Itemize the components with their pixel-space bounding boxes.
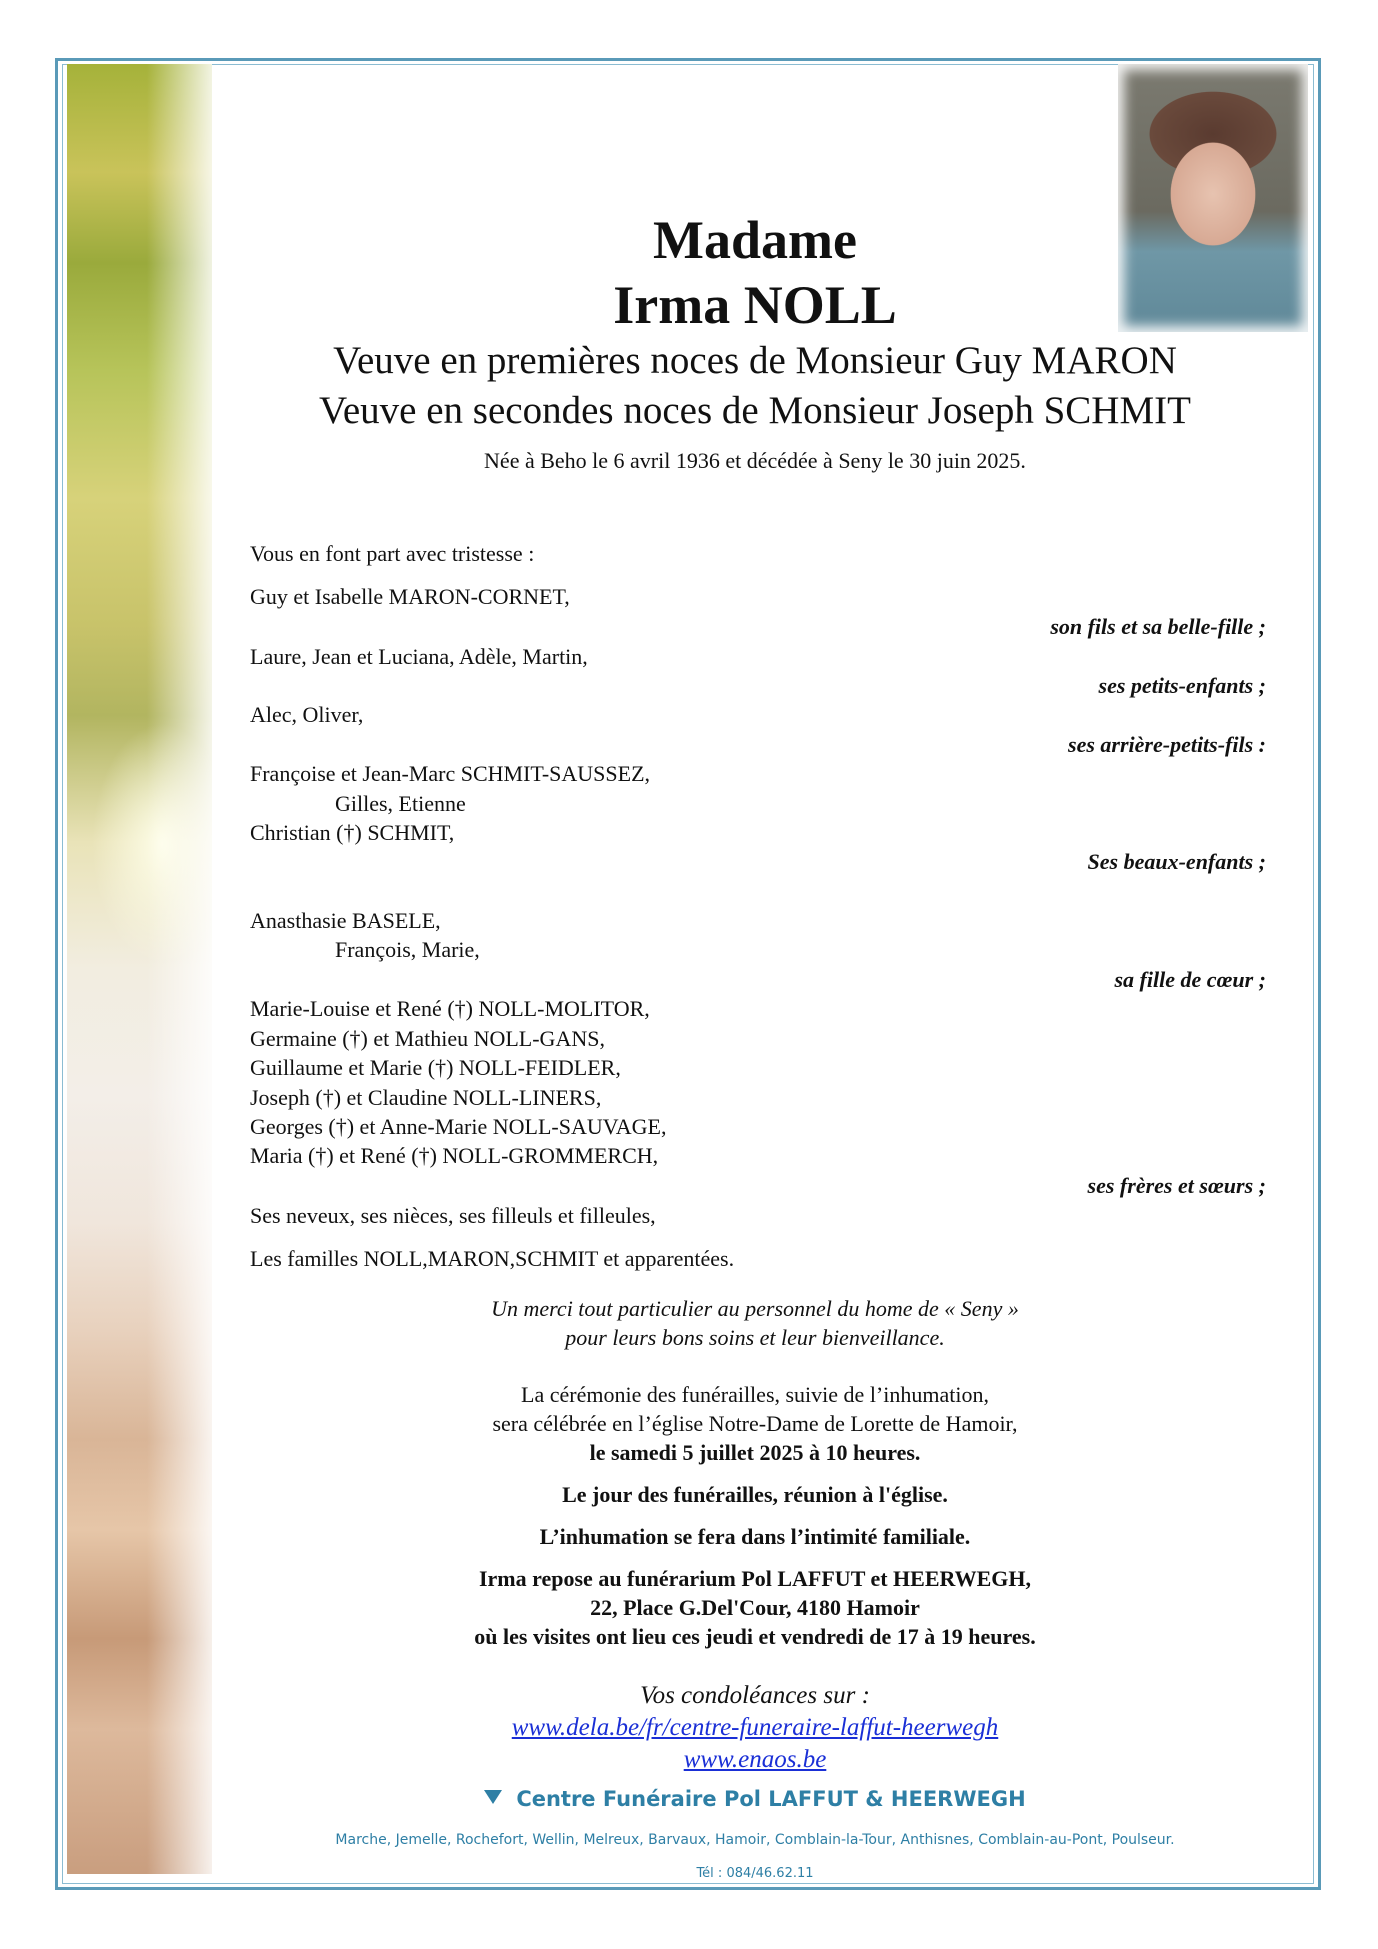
family-families: Les familles NOLL,MARON,SCHMIT et apparentées.	[250, 1246, 735, 1271]
ceremony-date: le samedi 5 juillet 2025 à 10 heures.	[589, 1440, 921, 1465]
thanks-line-2: pour leurs bons soins et leur bienveillance.	[565, 1325, 945, 1350]
sibling-line: Germaine (†) et Mathieu NOLL-GANS,	[250, 1026, 605, 1051]
funeral-center-name	[250, 1785, 1260, 1813]
family-francoise: Françoise et Jean-Marc SCHMIT-SAUSSEZ,	[250, 761, 651, 786]
relation-grandchildren: ses petits-enfants ;	[1098, 673, 1266, 698]
phone-number: Tél : 084/46.62.11	[696, 1866, 814, 1881]
visit-hours: où les visites ont lieu ces jeudi et vendredi de 17 à 19 heures.	[474, 1624, 1036, 1649]
family-son: Guy et Isabelle MARON-CORNET,	[250, 584, 570, 609]
funerarium-address: 22, Place G.Del'Cour, 4180 Hamoir	[590, 1595, 920, 1620]
family-nephews: Ses neveux, ses nièces, ses filleuls et filleules,	[250, 1203, 656, 1228]
condolences-link-enaos[interactable]: www.enaos.be	[683, 1746, 827, 1773]
family-grandchildren: Laure, Jean et Luciana, Adèle, Martin,	[250, 644, 588, 669]
relation-heart-daughter: sa fille de cœur ;	[1114, 967, 1266, 992]
family-anasthasie: Anasthasie BASELE,	[250, 908, 441, 933]
family-francois: François, Marie,	[335, 937, 480, 962]
sibling-line: Marie-Louise et René (†) NOLL-MOLITOR,	[250, 996, 650, 1021]
forest-path-image	[67, 64, 212, 1874]
birth-death-line: Née à Beho le 6 avril 1936 et décédée à Seny le 30 juin 2025.	[484, 448, 1026, 473]
relation-son: son fils et sa belle-fille ;	[1050, 614, 1266, 639]
sibling-line: Joseph (†) et Claudine NOLL-LINERS,	[250, 1085, 602, 1110]
widow-first: Veuve en premières noces de Monsieur Guy MARON	[333, 339, 1177, 382]
towns-list: Marche, Jemelle, Rochefort, Wellin, Melreux, Barvaux, Hamoir, Comblain-la-Tour, Anthisnes, Comblain-au-Pont, Poulseur.	[335, 1832, 1175, 1848]
widow-second: Veuve en secondes noces de Monsieur Joseph SCHMIT	[319, 389, 1191, 432]
relation-siblings: ses frères et sœurs ;	[1087, 1173, 1266, 1198]
funerarium-line-1: Irma repose au funérarium Pol LAFFUT et HEERWEGH,	[478, 1566, 1032, 1591]
condolences-link-dela[interactable]: www.dela.be/fr/centre-funeraire-laffut-heerwegh	[511, 1714, 999, 1741]
title-madame: Madame	[653, 210, 857, 270]
condolences-label: Vos condoléances sur :	[640, 1682, 870, 1709]
relation-great-grandchildren: ses arrière-petits-fils :	[1068, 732, 1266, 757]
funeral-center-label: Centre Funéraire Pol LAFFUT & HEERWEGH	[516, 1787, 1026, 1811]
sibling-line: Guillaume et Marie (†) NOLL-FEIDLER,	[250, 1055, 621, 1080]
deceased-name: Irma NOLL	[613, 275, 897, 335]
family-great-grandchildren: Alec, Oliver,	[250, 702, 364, 727]
thanks-line-1: Un merci tout particulier au personnel du home de « Seny »	[491, 1296, 1019, 1321]
sibling-line: Maria (†) et René (†) NOLL-GROMMERCH,	[250, 1143, 659, 1168]
intro-text: Vous en font part avec tristesse :	[250, 541, 535, 566]
triangle-down-icon	[484, 1790, 502, 1804]
ceremony-line-1: La cérémonie des funérailles, suivie de l’inhumation,	[521, 1382, 989, 1407]
inhumation-text: L’inhumation se fera dans l’intimité familiale.	[539, 1524, 971, 1549]
sibling-line: Georges (†) et Anne-Marie NOLL-SAUVAGE,	[250, 1114, 667, 1139]
family-gilles: Gilles, Etienne	[335, 791, 466, 816]
relation-stepchildren: Ses beaux-enfants ;	[1087, 849, 1266, 874]
family-christian: Christian (†) SCHMIT,	[250, 820, 455, 845]
reunion-text: Le jour des funérailles, réunion à l'église.	[562, 1482, 948, 1507]
ceremony-line-2: sera célébrée en l’église Notre-Dame de Lorette de Hamoir,	[492, 1411, 1018, 1436]
